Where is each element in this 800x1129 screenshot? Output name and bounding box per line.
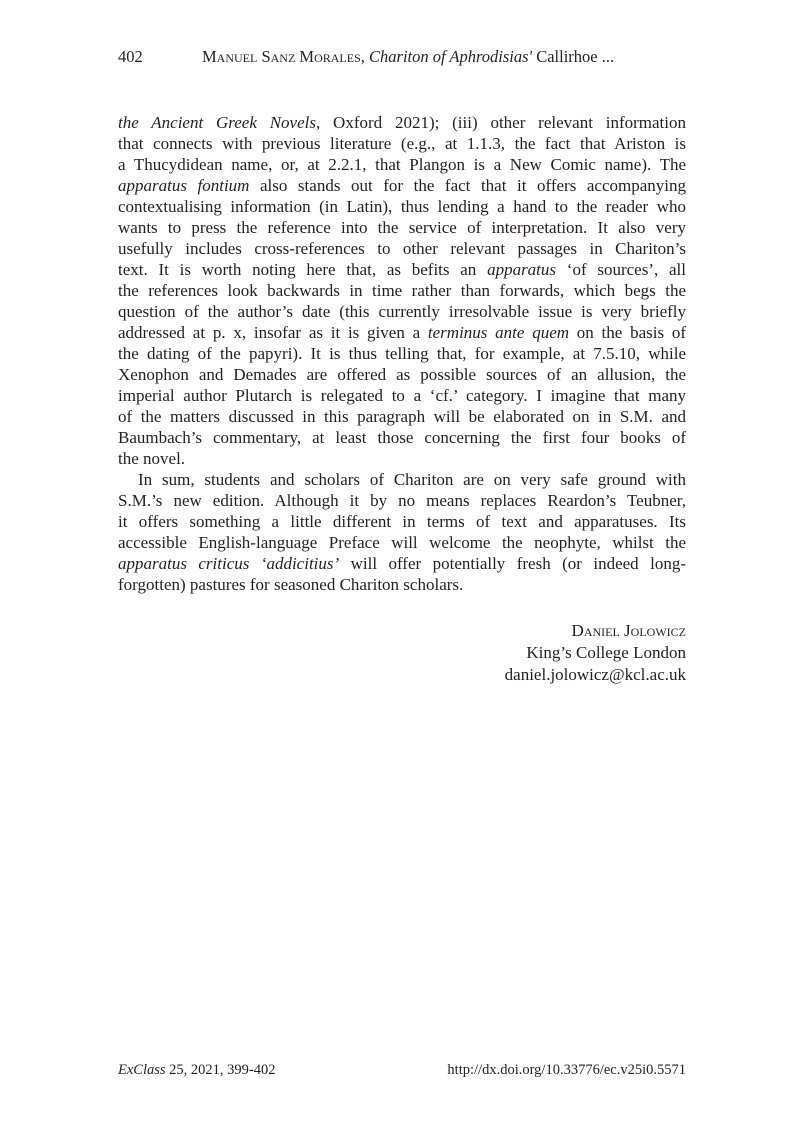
header-author: Manuel Sanz Morales <box>202 47 361 66</box>
text-segment: also stands out for the fact that it offers accompanying <box>249 176 686 195</box>
italic-text: the Ancient Greek Novels <box>118 113 316 132</box>
text-segment: a Thucydidean name, or, at 2.2.1, that Plangon is a New Comic name). The <box>118 155 686 174</box>
text-line <box>118 553 686 574</box>
text-line <box>118 322 686 343</box>
text-line <box>118 133 686 154</box>
footer-volume: 25, 2021, 399-402 <box>165 1062 276 1078</box>
text-segment: Baumbach’s commentary, at least those concerning the first four books of <box>118 428 686 447</box>
text-line <box>118 469 686 490</box>
text-line <box>118 343 686 364</box>
body-text <box>118 112 686 595</box>
text-line <box>118 490 686 511</box>
signature <box>505 620 686 686</box>
text-segment: question of the author’s date (this currently irresolvable issue is very briefly <box>118 302 686 321</box>
text-segment: text. It is worth noting here that, as befits an <box>118 260 488 279</box>
text-segment: addressed at p. x, insofar as it is given a <box>118 323 428 342</box>
header-title-italic: Chariton of Aphrodisias' <box>369 47 533 66</box>
text-line <box>118 280 686 301</box>
text-segment: wants to press the reference into the service of interpretation. It also very <box>118 218 686 237</box>
footer-doi-link[interactable]: http://dx.doi.org/10.33776/ec.v25i0.5571 <box>447 1062 686 1078</box>
text-segment: imperial author Plutarch is relegated to a ‘cf.’ category. I imagine that many <box>118 386 686 405</box>
text-line <box>118 385 686 406</box>
text-line <box>118 196 686 217</box>
signature-affiliation: King’s College London <box>526 643 686 662</box>
text-line <box>118 448 686 469</box>
text-segment: , Oxford 2021); (iii) other relevant information <box>315 113 686 132</box>
text-line <box>118 175 686 196</box>
text-segment: accessible English-language Preface will welcome the neophyte, whilst the <box>118 533 686 552</box>
text-segment: of the matters discussed in this paragraph will be elaborated on in S.M. and <box>118 407 686 426</box>
text-segment: that connects with previous literature (e.g., at 1.1.3, the fact that Ariston is <box>118 134 686 153</box>
running-header <box>202 47 614 67</box>
header-title-rest: Callirhoe ... <box>532 47 615 66</box>
text-line <box>118 364 686 385</box>
text-line <box>118 238 686 259</box>
text-segment: usefully includes cross-references to other relevant passages in Chariton’s <box>118 239 686 258</box>
italic-text: apparatus <box>487 260 557 279</box>
text-segment: contextualising information (in Latin), thus lending a hand to the reader who <box>118 197 686 216</box>
text-segment: the novel. <box>118 449 186 468</box>
text-segment: it offers something a little different in terms of text and apparatuses. Its <box>118 512 686 531</box>
text-line <box>118 574 686 595</box>
text-segment: on the basis of <box>569 323 687 342</box>
footer-journal: ExClass <box>118 1062 166 1078</box>
text-segment: the references look backwards in time rather than forwards, which begs the <box>118 281 686 300</box>
header-sep: , <box>360 47 370 66</box>
text-segment: ‘of sources’, all <box>556 260 686 279</box>
text-segment: the dating of the papyri). It is thus telling that, for example, at 7.5.10, while <box>118 344 686 363</box>
text-line <box>118 406 686 427</box>
text-segment: In sum, students and scholars of Chariton are on very safe ground with <box>138 470 686 489</box>
italic-text: terminus ante quem <box>427 323 570 342</box>
text-line <box>118 217 686 238</box>
text-line <box>118 112 686 133</box>
text-segment: forgotten) pastures for seasoned Chariton scholars. <box>118 575 464 594</box>
text-segment: Xenophon and Demades are offered as possible sources of an allusion, the <box>118 365 686 384</box>
italic-text: apparatus fontium <box>118 176 250 195</box>
page-number: 402 <box>118 47 143 66</box>
text-line <box>118 259 686 280</box>
italic-text: apparatus criticus ‘addicitius’ <box>118 554 340 573</box>
signature-email[interactable]: daniel.jolowicz@kcl.ac.uk <box>504 665 686 684</box>
footer-citation <box>118 1062 276 1079</box>
text-segment: S.M.’s new edition. Although it by no means replaces Reardon’s Teubner, <box>118 491 686 510</box>
text-line <box>118 511 686 532</box>
text-line <box>118 427 686 448</box>
text-line <box>118 154 686 175</box>
text-segment: will offer potentially fresh (or indeed long- <box>339 554 686 573</box>
text-line <box>118 301 686 322</box>
text-line <box>118 532 686 553</box>
signature-name: Daniel Jolowicz <box>571 621 686 640</box>
